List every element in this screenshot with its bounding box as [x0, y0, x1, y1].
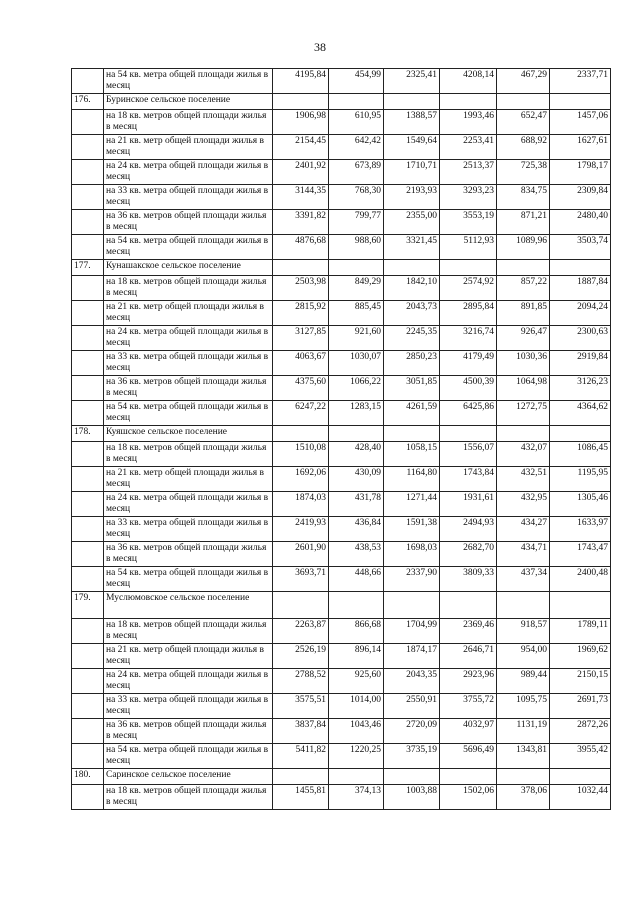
value-cell: 3755,72: [440, 694, 497, 719]
area-label: на 54 кв. метра общей площади жилья в месяц: [104, 235, 273, 260]
row-index: 179.: [72, 592, 104, 619]
value-cell: 4063,67: [273, 351, 329, 376]
value-cell: 2494,93: [440, 517, 497, 542]
value-cell: 454,99: [329, 69, 384, 94]
value-cell: 1549,64: [384, 135, 440, 160]
value-cell: 1043,46: [329, 719, 384, 744]
value-cell: 2245,35: [384, 326, 440, 351]
value-cell: 437,34: [497, 567, 550, 592]
empty-cell: [273, 260, 329, 276]
value-cell: 1502,06: [440, 785, 497, 810]
value-cell: 1343,81: [497, 744, 550, 769]
value-cell: 1993,46: [440, 110, 497, 135]
value-cell: 1271,44: [384, 492, 440, 517]
value-cell: 1743,84: [440, 467, 497, 492]
row-index-empty: [72, 442, 104, 467]
value-cell: 1931,61: [440, 492, 497, 517]
value-cell: 857,22: [497, 276, 550, 301]
area-label: на 36 кв. метров общей площади жилья в месяц: [104, 542, 273, 567]
value-cell: 834,75: [497, 185, 550, 210]
area-label: на 18 кв. метров общей площади жилья в месяц: [104, 442, 273, 467]
value-cell: 2815,92: [273, 301, 329, 326]
table-row: [72, 210, 611, 235]
value-cell: 4032,97: [440, 719, 497, 744]
value-cell: 4375,60: [273, 376, 329, 401]
empty-cell: [550, 94, 611, 110]
value-cell: 2601,90: [273, 542, 329, 567]
table-row: [72, 276, 611, 301]
settlement-header-row: [72, 426, 611, 442]
area-label: на 33 кв. метра общей площади жилья в месяц: [104, 694, 273, 719]
empty-cell: [497, 260, 550, 276]
value-cell: 673,89: [329, 160, 384, 185]
value-cell: 2720,09: [384, 719, 440, 744]
row-index-empty: [72, 185, 104, 210]
table-row: [72, 69, 611, 94]
value-cell: 2043,73: [384, 301, 440, 326]
table-row: [72, 467, 611, 492]
row-index-empty: [72, 719, 104, 744]
value-cell: 2337,71: [550, 69, 611, 94]
row-index-empty: [72, 276, 104, 301]
value-cell: 918,57: [497, 619, 550, 644]
empty-cell: [497, 426, 550, 442]
value-cell: 2923,96: [440, 669, 497, 694]
value-cell: 1030,36: [497, 351, 550, 376]
table-row: [72, 185, 611, 210]
area-label: на 21 кв. метр общей площади жилья в месяц: [104, 644, 273, 669]
value-cell: 2309,84: [550, 185, 611, 210]
settlement-name: Куяшское сельское поселение: [104, 426, 273, 442]
value-cell: 1305,46: [550, 492, 611, 517]
value-cell: 1058,15: [384, 442, 440, 467]
table-row: [72, 401, 611, 426]
value-cell: 2337,90: [384, 567, 440, 592]
value-cell: 2682,70: [440, 542, 497, 567]
value-cell: 3321,45: [384, 235, 440, 260]
value-cell: 1698,03: [384, 542, 440, 567]
value-cell: 1887,84: [550, 276, 611, 301]
value-cell: 652,47: [497, 110, 550, 135]
value-cell: 2480,40: [550, 210, 611, 235]
empty-cell: [497, 592, 550, 619]
value-cell: 849,29: [329, 276, 384, 301]
value-cell: 799,77: [329, 210, 384, 235]
value-cell: 896,14: [329, 644, 384, 669]
table-row: [72, 719, 611, 744]
value-cell: 2788,52: [273, 669, 329, 694]
value-cell: 432,51: [497, 467, 550, 492]
value-cell: 428,40: [329, 442, 384, 467]
row-index-empty: [72, 160, 104, 185]
value-cell: 1510,08: [273, 442, 329, 467]
area-label: на 54 кв. метра общей площади жилья в месяц: [104, 744, 273, 769]
value-cell: 1556,07: [440, 442, 497, 467]
value-cell: 2419,93: [273, 517, 329, 542]
table-row: [72, 301, 611, 326]
value-cell: 3575,51: [273, 694, 329, 719]
row-index-empty: [72, 542, 104, 567]
value-cell: 1591,38: [384, 517, 440, 542]
value-cell: 4364,62: [550, 401, 611, 426]
value-cell: 2691,73: [550, 694, 611, 719]
area-label: на 24 кв. метра общей площади жилья в месяц: [104, 326, 273, 351]
table-row: [72, 110, 611, 135]
empty-cell: [273, 426, 329, 442]
row-index-empty: [72, 235, 104, 260]
empty-cell: [329, 769, 384, 785]
value-cell: 1743,47: [550, 542, 611, 567]
value-cell: 2193,93: [384, 185, 440, 210]
value-cell: 891,85: [497, 301, 550, 326]
value-cell: 2355,00: [384, 210, 440, 235]
value-cell: 3553,19: [440, 210, 497, 235]
row-index-empty: [72, 326, 104, 351]
value-cell: 4261,59: [384, 401, 440, 426]
settlement-header-row: [72, 592, 611, 619]
area-label: на 33 кв. метра общей площади жилья в месяц: [104, 185, 273, 210]
value-cell: 2513,37: [440, 160, 497, 185]
table-row: [72, 376, 611, 401]
settlement-name: Буринское сельское поселение: [104, 94, 273, 110]
settlement-header-row: [72, 94, 611, 110]
value-cell: 1710,71: [384, 160, 440, 185]
table-row: [72, 517, 611, 542]
value-cell: 885,45: [329, 301, 384, 326]
empty-cell: [440, 426, 497, 442]
value-cell: 642,42: [329, 135, 384, 160]
table-row: [72, 160, 611, 185]
value-cell: 1064,98: [497, 376, 550, 401]
empty-cell: [384, 94, 440, 110]
empty-cell: [497, 94, 550, 110]
value-cell: 988,60: [329, 235, 384, 260]
row-index: 176.: [72, 94, 104, 110]
value-cell: 2300,63: [550, 326, 611, 351]
value-cell: 3735,19: [384, 744, 440, 769]
empty-cell: [273, 769, 329, 785]
value-cell: 1095,75: [497, 694, 550, 719]
value-cell: 3693,71: [273, 567, 329, 592]
table-row: [72, 135, 611, 160]
row-index-empty: [72, 619, 104, 644]
empty-cell: [329, 592, 384, 619]
value-cell: 3503,74: [550, 235, 611, 260]
empty-cell: [273, 592, 329, 619]
empty-cell: [440, 769, 497, 785]
value-cell: 2526,19: [273, 644, 329, 669]
area-label: на 54 кв. метра общей площади жилья в месяц: [104, 69, 273, 94]
empty-cell: [329, 94, 384, 110]
value-cell: 1032,44: [550, 785, 611, 810]
tariff-table: [71, 68, 611, 810]
table-row: [72, 785, 611, 810]
empty-cell: [440, 94, 497, 110]
value-cell: 448,66: [329, 567, 384, 592]
row-index-empty: [72, 69, 104, 94]
settlement-name: Кунашакское сельское поселение: [104, 260, 273, 276]
value-cell: 3293,23: [440, 185, 497, 210]
row-index-empty: [72, 517, 104, 542]
value-cell: 1455,81: [273, 785, 329, 810]
row-index-empty: [72, 110, 104, 135]
table-row: [72, 744, 611, 769]
value-cell: 2503,98: [273, 276, 329, 301]
value-cell: 1842,10: [384, 276, 440, 301]
value-cell: 871,21: [497, 210, 550, 235]
row-index: 178.: [72, 426, 104, 442]
area-label: на 36 кв. метров общей площади жилья в месяц: [104, 719, 273, 744]
value-cell: 1798,17: [550, 160, 611, 185]
value-cell: 1388,57: [384, 110, 440, 135]
row-index-empty: [72, 135, 104, 160]
area-label: на 18 кв. метров общей площади жилья в месяц: [104, 110, 273, 135]
value-cell: 921,60: [329, 326, 384, 351]
value-cell: 2369,46: [440, 619, 497, 644]
value-cell: 4500,39: [440, 376, 497, 401]
value-cell: 434,27: [497, 517, 550, 542]
value-cell: 3809,33: [440, 567, 497, 592]
value-cell: 768,30: [329, 185, 384, 210]
value-cell: 3127,85: [273, 326, 329, 351]
value-cell: 3126,23: [550, 376, 611, 401]
area-label: на 21 кв. метр общей площади жилья в месяц: [104, 301, 273, 326]
table-row: [72, 492, 611, 517]
value-cell: 3144,35: [273, 185, 329, 210]
value-cell: 1066,22: [329, 376, 384, 401]
value-cell: 430,09: [329, 467, 384, 492]
table-row: [72, 644, 611, 669]
value-cell: 3391,82: [273, 210, 329, 235]
value-cell: 2253,41: [440, 135, 497, 160]
value-cell: 4876,68: [273, 235, 329, 260]
row-index-empty: [72, 567, 104, 592]
value-cell: 2872,26: [550, 719, 611, 744]
value-cell: 2919,84: [550, 351, 611, 376]
area-label: на 21 кв. метр общей площади жилья в месяц: [104, 135, 273, 160]
table-row: [72, 442, 611, 467]
empty-cell: [384, 426, 440, 442]
row-index-empty: [72, 301, 104, 326]
value-cell: 954,00: [497, 644, 550, 669]
row-index-empty: [72, 785, 104, 810]
row-index-empty: [72, 492, 104, 517]
value-cell: 4208,14: [440, 69, 497, 94]
value-cell: 1789,11: [550, 619, 611, 644]
value-cell: 1874,03: [273, 492, 329, 517]
settlement-header-row: [72, 769, 611, 785]
value-cell: 1633,97: [550, 517, 611, 542]
value-cell: 3216,74: [440, 326, 497, 351]
value-cell: 1014,00: [329, 694, 384, 719]
value-cell: 2400,48: [550, 567, 611, 592]
value-cell: 1969,62: [550, 644, 611, 669]
table-row: [72, 326, 611, 351]
table-row: [72, 694, 611, 719]
value-cell: 925,60: [329, 669, 384, 694]
area-label: на 18 кв. метров общей площади жилья в месяц: [104, 276, 273, 301]
empty-cell: [550, 260, 611, 276]
settlement-name: Муслюмовское сельское поселение: [104, 592, 273, 619]
value-cell: 2150,15: [550, 669, 611, 694]
row-index-empty: [72, 669, 104, 694]
row-index: 180.: [72, 769, 104, 785]
value-cell: 1220,25: [329, 744, 384, 769]
empty-cell: [384, 260, 440, 276]
value-cell: 2043,35: [384, 669, 440, 694]
value-cell: 1704,99: [384, 619, 440, 644]
empty-cell: [384, 769, 440, 785]
row-index-empty: [72, 467, 104, 492]
value-cell: 2325,41: [384, 69, 440, 94]
row-index-empty: [72, 644, 104, 669]
value-cell: 1874,17: [384, 644, 440, 669]
value-cell: 1906,98: [273, 110, 329, 135]
value-cell: 431,78: [329, 492, 384, 517]
value-cell: 4179,49: [440, 351, 497, 376]
value-cell: 1283,15: [329, 401, 384, 426]
value-cell: 1627,61: [550, 135, 611, 160]
area-label: на 24 кв. метра общей площади жилья в месяц: [104, 160, 273, 185]
area-label: на 36 кв. метров общей площади жилья в месяц: [104, 376, 273, 401]
value-cell: 2550,91: [384, 694, 440, 719]
value-cell: 989,44: [497, 669, 550, 694]
empty-cell: [497, 769, 550, 785]
value-cell: 2850,23: [384, 351, 440, 376]
empty-cell: [384, 592, 440, 619]
value-cell: 434,71: [497, 542, 550, 567]
value-cell: 1089,96: [497, 235, 550, 260]
row-index-empty: [72, 744, 104, 769]
value-cell: 2646,71: [440, 644, 497, 669]
value-cell: 2154,45: [273, 135, 329, 160]
value-cell: 1003,88: [384, 785, 440, 810]
table-body: [72, 69, 611, 810]
settlement-header-row: [72, 260, 611, 276]
value-cell: 688,92: [497, 135, 550, 160]
row-index-empty: [72, 376, 104, 401]
empty-cell: [440, 592, 497, 619]
table-row: [72, 669, 611, 694]
table-row: [72, 542, 611, 567]
value-cell: 432,95: [497, 492, 550, 517]
area-label: на 24 кв. метра общей площади жилья в месяц: [104, 492, 273, 517]
value-cell: 6247,22: [273, 401, 329, 426]
row-index: 177.: [72, 260, 104, 276]
value-cell: 467,29: [497, 69, 550, 94]
empty-cell: [440, 260, 497, 276]
area-label: на 18 кв. метров общей площади жилья в месяц: [104, 619, 273, 644]
value-cell: 374,13: [329, 785, 384, 810]
value-cell: 5411,82: [273, 744, 329, 769]
value-cell: 5112,93: [440, 235, 497, 260]
page-number: 38: [314, 40, 326, 54]
table-row: [72, 619, 611, 644]
table-row: [72, 351, 611, 376]
value-cell: 432,07: [497, 442, 550, 467]
value-cell: 1692,06: [273, 467, 329, 492]
area-label: на 24 кв. метра общей площади жилья в месяц: [104, 669, 273, 694]
area-label: на 21 кв. метр общей площади жилья в месяц: [104, 467, 273, 492]
value-cell: 2263,87: [273, 619, 329, 644]
value-cell: 1131,19: [497, 719, 550, 744]
table-row: [72, 567, 611, 592]
value-cell: 926,47: [497, 326, 550, 351]
value-cell: 436,84: [329, 517, 384, 542]
empty-cell: [550, 426, 611, 442]
area-label: на 36 кв. метров общей площади жилья в месяц: [104, 210, 273, 235]
value-cell: 1086,45: [550, 442, 611, 467]
value-cell: 378,06: [497, 785, 550, 810]
value-cell: 2574,92: [440, 276, 497, 301]
value-cell: 1164,80: [384, 467, 440, 492]
value-cell: 1030,07: [329, 351, 384, 376]
value-cell: 3837,84: [273, 719, 329, 744]
empty-cell: [550, 769, 611, 785]
empty-cell: [329, 426, 384, 442]
area-label: на 54 кв. метра общей площади жилья в месяц: [104, 401, 273, 426]
value-cell: 2895,84: [440, 301, 497, 326]
value-cell: 610,95: [329, 110, 384, 135]
value-cell: 5696,49: [440, 744, 497, 769]
area-label: на 33 кв. метра общей площади жилья в месяц: [104, 517, 273, 542]
empty-cell: [550, 592, 611, 619]
area-label: на 33 кв. метра общей площади жилья в месяц: [104, 351, 273, 376]
area-label: на 54 кв. метра общей площади жилья в месяц: [104, 567, 273, 592]
value-cell: 3051,85: [384, 376, 440, 401]
value-cell: 6425,86: [440, 401, 497, 426]
value-cell: 1457,06: [550, 110, 611, 135]
empty-cell: [273, 94, 329, 110]
row-index-empty: [72, 694, 104, 719]
row-index-empty: [72, 210, 104, 235]
row-index-empty: [72, 401, 104, 426]
value-cell: 3955,42: [550, 744, 611, 769]
value-cell: 1272,75: [497, 401, 550, 426]
value-cell: 866,68: [329, 619, 384, 644]
empty-cell: [329, 260, 384, 276]
value-cell: 2094,24: [550, 301, 611, 326]
row-index-empty: [72, 351, 104, 376]
value-cell: 1195,95: [550, 467, 611, 492]
table-row: [72, 235, 611, 260]
settlement-name: Саринское сельское поселение: [104, 769, 273, 785]
value-cell: 725,38: [497, 160, 550, 185]
value-cell: 2401,92: [273, 160, 329, 185]
value-cell: 4195,84: [273, 69, 329, 94]
value-cell: 438,53: [329, 542, 384, 567]
area-label: на 18 кв. метров общей площади жилья в месяц: [104, 785, 273, 810]
